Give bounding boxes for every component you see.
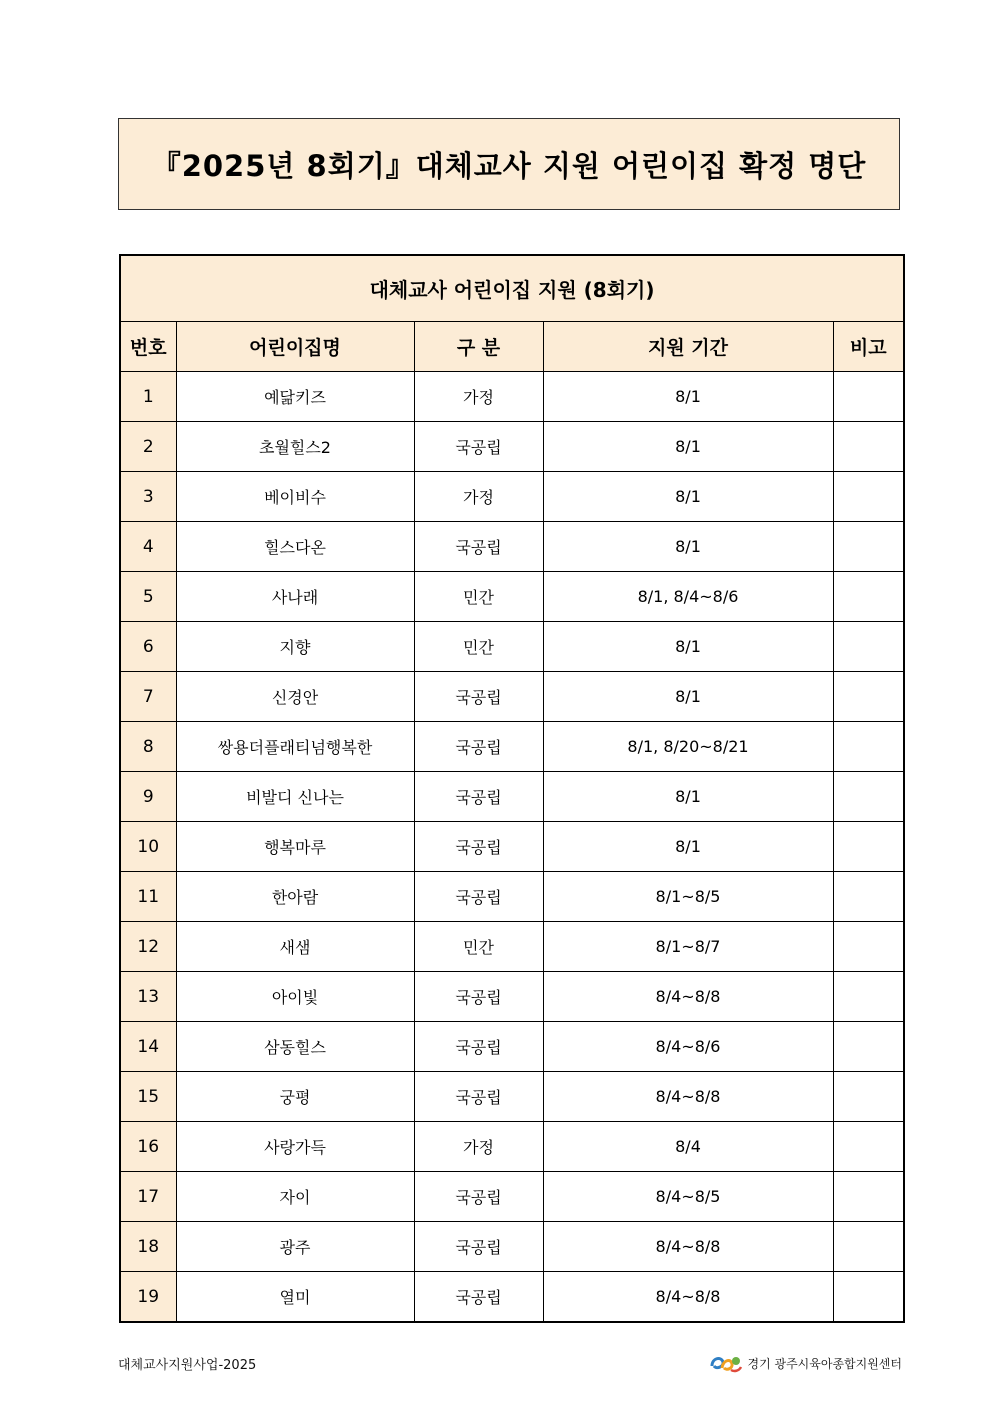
support-period: 8/1~8/7 <box>543 922 833 972</box>
header-number: 번호 <box>120 322 176 372</box>
table-row <box>120 372 904 422</box>
daycare-type: 국공립 <box>414 972 543 1022</box>
row-number: 13 <box>120 972 176 1022</box>
daycare-name: 사나래 <box>176 572 414 622</box>
daycare-type: 민간 <box>414 922 543 972</box>
support-period: 8/1 <box>543 772 833 822</box>
daycare-name: 신경안 <box>176 672 414 722</box>
support-period: 8/4~8/8 <box>543 1072 833 1122</box>
row-note <box>833 722 904 772</box>
table-row <box>120 1172 904 1222</box>
support-period: 8/1, 8/4~8/6 <box>543 572 833 622</box>
row-note <box>833 1072 904 1122</box>
table-caption: 대체교사 어린이집 지원 (8회기) <box>120 255 904 322</box>
support-period: 8/1 <box>543 422 833 472</box>
table-row <box>120 822 904 872</box>
header-name: 어린이집명 <box>176 322 414 372</box>
daycare-name: 힐스다온 <box>176 522 414 572</box>
daycare-name: 쌍용더플래티넘행복한 <box>176 722 414 772</box>
table-row <box>120 622 904 672</box>
header-note: 비고 <box>833 322 904 372</box>
row-note <box>833 1272 904 1323</box>
header-period: 지원 기간 <box>543 322 833 372</box>
row-number: 6 <box>120 622 176 672</box>
row-number: 15 <box>120 1072 176 1122</box>
header-type: 구 분 <box>414 322 543 372</box>
row-number: 16 <box>120 1122 176 1172</box>
daycare-type: 국공립 <box>414 422 543 472</box>
row-note <box>833 1022 904 1072</box>
table-row <box>120 1222 904 1272</box>
row-note <box>833 1222 904 1272</box>
daycare-name: 베이비수 <box>176 472 414 522</box>
row-note <box>833 922 904 972</box>
row-number: 14 <box>120 1022 176 1072</box>
support-period: 8/1, 8/20~8/21 <box>543 722 833 772</box>
table-row <box>120 422 904 472</box>
support-period: 8/4~8/8 <box>543 1272 833 1323</box>
row-number: 3 <box>120 472 176 522</box>
center-logo-icon <box>709 1352 743 1374</box>
table-row <box>120 672 904 722</box>
daycare-name: 한아람 <box>176 872 414 922</box>
daycare-type: 국공립 <box>414 822 543 872</box>
footer-organization-name: 경기 광주시육아종합지원센터 <box>747 1356 902 1371</box>
support-period: 8/4 <box>543 1122 833 1172</box>
row-note <box>833 872 904 922</box>
table-row <box>120 972 904 1022</box>
daycare-type: 가정 <box>414 372 543 422</box>
daycare-name: 초월힐스2 <box>176 422 414 472</box>
daycare-type: 가정 <box>414 472 543 522</box>
daycare-name: 자이 <box>176 1172 414 1222</box>
row-number: 10 <box>120 822 176 872</box>
support-period: 8/1 <box>543 372 833 422</box>
daycare-type: 국공립 <box>414 1222 543 1272</box>
daycare-name: 열미 <box>176 1272 414 1323</box>
row-note <box>833 422 904 472</box>
table-row <box>120 1022 904 1072</box>
support-period: 8/4~8/6 <box>543 1022 833 1072</box>
daycare-type: 국공립 <box>414 772 543 822</box>
daycare-name: 행복마루 <box>176 822 414 872</box>
row-number: 17 <box>120 1172 176 1222</box>
support-period: 8/1 <box>543 522 833 572</box>
table-row <box>120 1272 904 1323</box>
daycare-type: 국공립 <box>414 672 543 722</box>
daycare-type: 민간 <box>414 622 543 672</box>
row-note <box>833 372 904 422</box>
row-note <box>833 622 904 672</box>
row-note <box>833 772 904 822</box>
daycare-name: 비발디 신나는 <box>176 772 414 822</box>
table-row <box>120 872 904 922</box>
roster-table <box>119 254 905 1323</box>
row-note <box>833 1172 904 1222</box>
table-row <box>120 472 904 522</box>
daycare-type: 국공립 <box>414 1022 543 1072</box>
row-note <box>833 672 904 722</box>
support-period: 8/4~8/8 <box>543 972 833 1022</box>
row-number: 12 <box>120 922 176 972</box>
row-number: 18 <box>120 1222 176 1272</box>
row-number: 11 <box>120 872 176 922</box>
row-number: 1 <box>120 372 176 422</box>
daycare-type: 국공립 <box>414 872 543 922</box>
support-period: 8/4~8/8 <box>543 1222 833 1272</box>
document-title: 『2025년 8회기』대체교사 지원 어린이집 확정 명단 <box>151 148 867 183</box>
table-body <box>120 372 904 1323</box>
daycare-type: 민간 <box>414 572 543 622</box>
table-row <box>120 572 904 622</box>
support-period: 8/1 <box>543 622 833 672</box>
daycare-type: 국공립 <box>414 522 543 572</box>
row-number: 4 <box>120 522 176 572</box>
daycare-name: 새샘 <box>176 922 414 972</box>
row-note <box>833 522 904 572</box>
support-period: 8/1 <box>543 472 833 522</box>
support-period: 8/1~8/5 <box>543 872 833 922</box>
row-note <box>833 972 904 1022</box>
daycare-name: 예닮키즈 <box>176 372 414 422</box>
support-period: 8/4~8/5 <box>543 1172 833 1222</box>
row-note <box>833 572 904 622</box>
table-row <box>120 1072 904 1122</box>
row-number: 7 <box>120 672 176 722</box>
daycare-type: 국공립 <box>414 722 543 772</box>
table-row <box>120 1122 904 1172</box>
daycare-name: 궁평 <box>176 1072 414 1122</box>
daycare-type: 가정 <box>414 1122 543 1172</box>
support-period: 8/1 <box>543 822 833 872</box>
table-row <box>120 722 904 772</box>
daycare-type: 국공립 <box>414 1272 543 1323</box>
row-note <box>833 1122 904 1172</box>
footer-program-label: 대체교사지원사업-2025 <box>118 1358 257 1373</box>
daycare-type: 국공립 <box>414 1072 543 1122</box>
support-period: 8/1 <box>543 672 833 722</box>
row-number: 19 <box>120 1272 176 1323</box>
daycare-type: 국공립 <box>414 1172 543 1222</box>
row-note <box>833 822 904 872</box>
row-number: 9 <box>120 772 176 822</box>
title-banner <box>118 118 900 210</box>
row-number: 2 <box>120 422 176 472</box>
table-row <box>120 522 904 572</box>
row-number: 8 <box>120 722 176 772</box>
footer-organization <box>709 1352 902 1374</box>
daycare-name: 삼동힐스 <box>176 1022 414 1072</box>
table-row <box>120 922 904 972</box>
daycare-name: 지향 <box>176 622 414 672</box>
daycare-name: 사랑가득 <box>176 1122 414 1172</box>
row-note <box>833 472 904 522</box>
daycare-name: 광주 <box>176 1222 414 1272</box>
row-number: 5 <box>120 572 176 622</box>
table-row <box>120 772 904 822</box>
daycare-name: 아이빛 <box>176 972 414 1022</box>
